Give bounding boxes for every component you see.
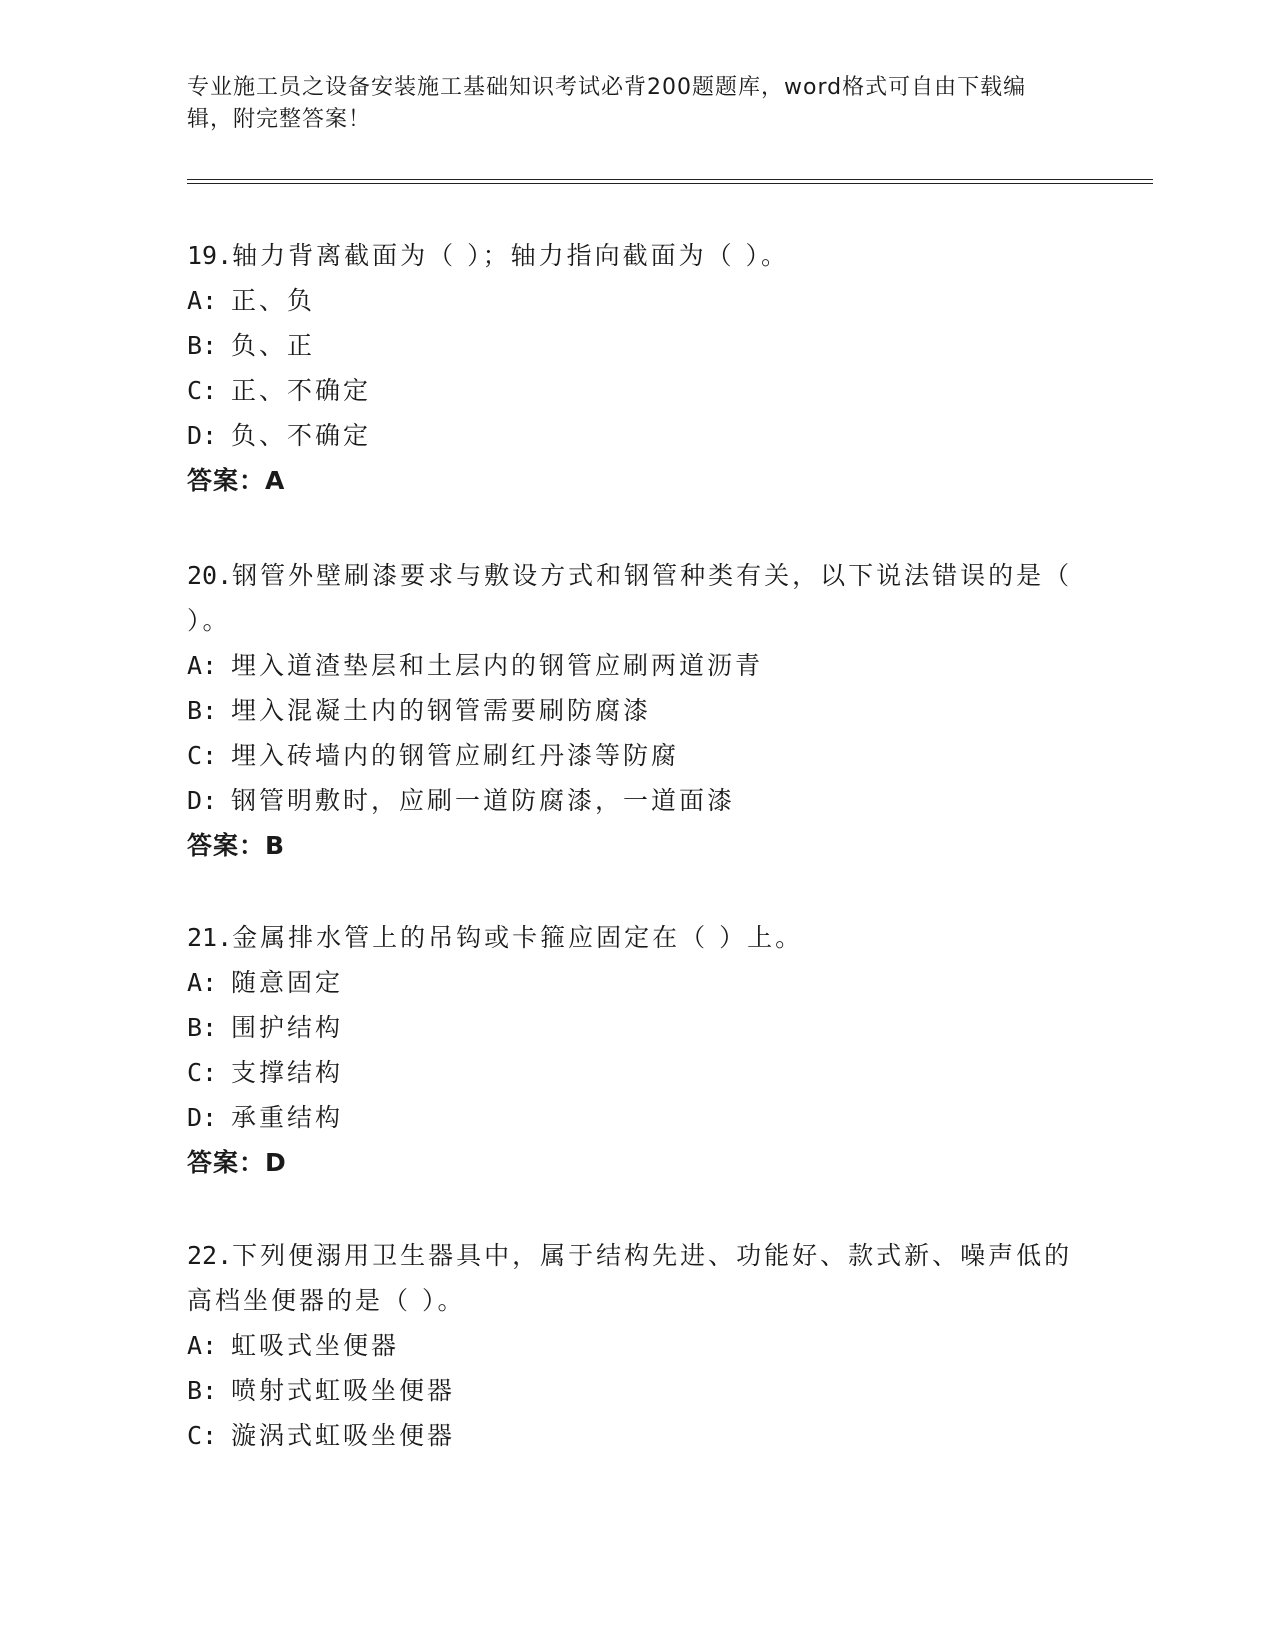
question-20	[187, 553, 1087, 868]
answer-label: 答案：A	[187, 466, 286, 495]
question-number: 19.	[187, 241, 233, 270]
question-number: 21.	[187, 923, 233, 952]
option-c	[187, 1050, 1087, 1095]
option-text: 埋入混凝土内的钢管需要刷防腐漆	[231, 696, 652, 725]
option-text: 埋入道渣垫层和土层内的钢管应刷两道沥青	[231, 651, 764, 680]
option-letter: D:	[187, 421, 218, 450]
header-rule-top	[187, 179, 1153, 180]
option-d	[187, 1095, 1087, 1140]
option-d	[187, 413, 1087, 458]
option-letter: C:	[187, 741, 218, 770]
option-c	[187, 733, 1087, 778]
question-22	[187, 1233, 1087, 1458]
option-letter: A:	[187, 1331, 218, 1360]
option-letter: B:	[187, 331, 218, 360]
question-text: 下列便溺用卫生器具中，属于结构先进、功能好、款式新、噪声低的高档坐便器的是（ ）。	[187, 1241, 1073, 1315]
question-text: 金属排水管上的吊钩或卡箍应固定在（ ）上。	[232, 923, 804, 952]
question-number: 22.	[187, 1241, 233, 1270]
option-text: 正、负	[231, 286, 316, 315]
option-d	[187, 778, 1087, 823]
option-letter: D:	[187, 786, 218, 815]
answer-label: 答案：B	[187, 831, 286, 860]
option-letter: B:	[187, 1376, 218, 1405]
option-letter: B:	[187, 1013, 218, 1042]
option-text: 随意固定	[231, 968, 344, 997]
option-letter: C:	[187, 1421, 218, 1450]
option-a	[187, 960, 1087, 1005]
option-letter: C:	[187, 376, 218, 405]
option-b	[187, 323, 1087, 368]
question-stem	[187, 1233, 1087, 1323]
document-header-title: 专业施工员之设备安装施工基础知识考试必背200题题库，word格式可自由下载编辑，附完整答案！	[187, 75, 1027, 132]
question-text: 轴力背离截面为（ ）；轴力指向截面为（ ）。	[232, 241, 790, 270]
question-number: 20.	[187, 561, 233, 590]
option-b	[187, 1005, 1087, 1050]
question-stem	[187, 553, 1087, 643]
option-text: 支撑结构	[231, 1058, 344, 1087]
header-rule-bottom	[187, 183, 1153, 184]
option-text: 承重结构	[231, 1103, 344, 1132]
option-text: 围护结构	[231, 1013, 344, 1042]
question-stem	[187, 233, 1087, 278]
option-letter: B:	[187, 696, 218, 725]
option-letter: A:	[187, 968, 218, 997]
option-c	[187, 1413, 1087, 1458]
option-letter: C:	[187, 1058, 218, 1087]
option-b	[187, 1368, 1087, 1413]
option-text: 负、正	[231, 331, 316, 360]
option-b	[187, 688, 1087, 733]
option-text: 埋入砖墙内的钢管应刷红丹漆等防腐	[231, 741, 680, 770]
question-21	[187, 915, 1087, 1185]
option-text: 虹吸式坐便器	[231, 1331, 400, 1360]
option-c	[187, 368, 1087, 413]
question-text: 钢管外壁刷漆要求与敷设方式和钢管种类有关，以下说法错误的是（ ）。	[187, 561, 1073, 635]
option-a	[187, 1323, 1087, 1368]
option-letter: A:	[187, 286, 218, 315]
option-text: 钢管明敷时，应刷一道防腐漆，一道面漆	[231, 786, 736, 815]
question-19	[187, 233, 1087, 503]
option-text: 漩涡式虹吸坐便器	[231, 1421, 456, 1450]
option-letter: A:	[187, 651, 218, 680]
answer-label: 答案：D	[187, 1148, 287, 1177]
option-a	[187, 278, 1087, 323]
option-a	[187, 643, 1087, 688]
option-text: 正、不确定	[231, 376, 372, 405]
option-text: 负、不确定	[231, 421, 372, 450]
question-stem	[187, 915, 1087, 960]
option-letter: D:	[187, 1103, 218, 1132]
option-text: 喷射式虹吸坐便器	[231, 1376, 456, 1405]
